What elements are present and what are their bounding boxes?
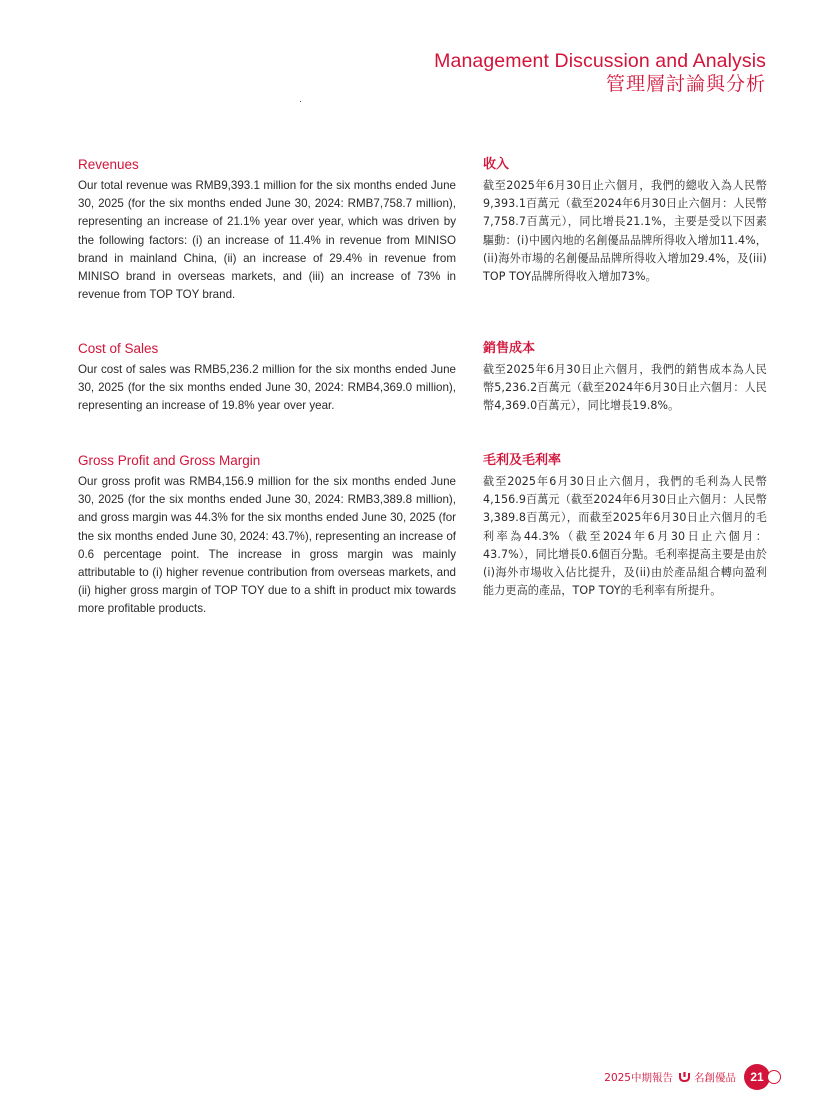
stray-dot: [300, 101, 301, 102]
header-title-en: Management Discussion and Analysis: [434, 50, 766, 72]
cost-of-sales-body-en: Our cost of sales was RMB5,236.2 million for the six months ended June 30, 2025 (for the six months ended June 30, 2024: RMB4,369.0 million), representing an increase of 19.8% year over year.: [78, 363, 456, 413]
revenues-section-zh: [483, 156, 767, 286]
gross-profit-body-en: Our gross profit was RMB4,156.9 million for the six months ended June 30, 2025 (for the six months ended June 30, 2024: RMB3,389.8 million), and gross margin was 44.3% for the six months ended June 30, 2025 (for the six months ended June 30, 2024: 43.7%), representing an increase of 0.6 percentage point. The increase in gross margin was mainly attributable to (i) higher revenue contribution from overseas markets, and (ii) higher gross margin of TOP TOY due to a shift in product mix towards more profitable products.: [78, 475, 456, 616]
cost-of-sales-heading-zh: 銷售成本: [483, 341, 536, 356]
gross-profit-body-zh: 截至2025年6月30日止六個月，我們的毛利為人民幣4,156.9百萬元（截至2024年6月30日止六個月：人民幣3,389.8百萬元），而截至2025年6月30日止六個月的毛利率為44.3%（截至2024年6月30日止六個月：43.7%），同比增長0.6個百分點。毛利率提高主要是由於(i)海外市場收入佔比提升，及(ii)由於產品組合轉向盈利能力更高的產品，TOP TOY的毛利率有所提升。: [483, 475, 767, 598]
page-ring-icon: [767, 1070, 781, 1084]
revenues-body-en: Our total revenue was RMB9,393.1 million for the six months ended June 30, 2025 (for the six months ended June 30, 2024: RMB7,758.7 million), representing an increase of 21.1% year over year, which was driven by the following factors: (i) an increase of 11.4% in revenue from MINISO brand in mainland China, (ii) an increase of 29.4% in revenue from MINISO brand in overseas markets, and (iii) an increase of 73% in revenue from TOP TOY brand.: [78, 179, 456, 302]
cost-of-sales-heading-en: Cost of Sales: [78, 341, 159, 356]
cost-of-sales-section-zh: [483, 340, 767, 416]
header-title-zh: 管理層討論與分析: [605, 73, 766, 95]
brand-logo: [679, 1070, 736, 1085]
revenues-body-zh: 截至2025年6月30日止六個月，我們的總收入為人民幣9,393.1百萬元（截至2024年6月30日止六個月：人民幣7,758.7百萬元），同比增長21.1%，主要是受以下因素驅動：(i)中國內地的名創優品品牌所得收入增加11.4%，(ii)海外市場的名創優品品牌所得收入增加29.4%，及(iii) TOP TOY品牌所得收入增加73%。: [483, 179, 767, 284]
brand-name: 名創優品: [694, 1071, 736, 1084]
gross-profit-section-en: [78, 452, 456, 619]
cost-of-sales-body-zh: 截至2025年6月30日止六個月，我們的銷售成本為人民幣5,236.2百萬元（截至2024年6月30日止六個月：人民幣4,369.0百萬元），同比增長19.8%。: [483, 363, 767, 413]
revenues-heading-en: Revenues: [78, 157, 139, 172]
report-label: 2025中期報告: [604, 1071, 673, 1084]
page-footer: [604, 1064, 781, 1090]
revenues-section-en: [78, 156, 456, 304]
revenues-heading-zh: 收入: [483, 157, 510, 172]
gross-profit-heading-en: Gross Profit and Gross Margin: [78, 453, 261, 468]
gross-profit-heading-zh: 毛利及毛利率: [483, 453, 562, 468]
page-number: 21: [744, 1064, 770, 1090]
cost-of-sales-section-en: [78, 340, 456, 416]
gross-profit-section-zh: [483, 452, 767, 600]
miniso-smile-icon: [679, 1072, 690, 1082]
page-header: [434, 50, 766, 95]
